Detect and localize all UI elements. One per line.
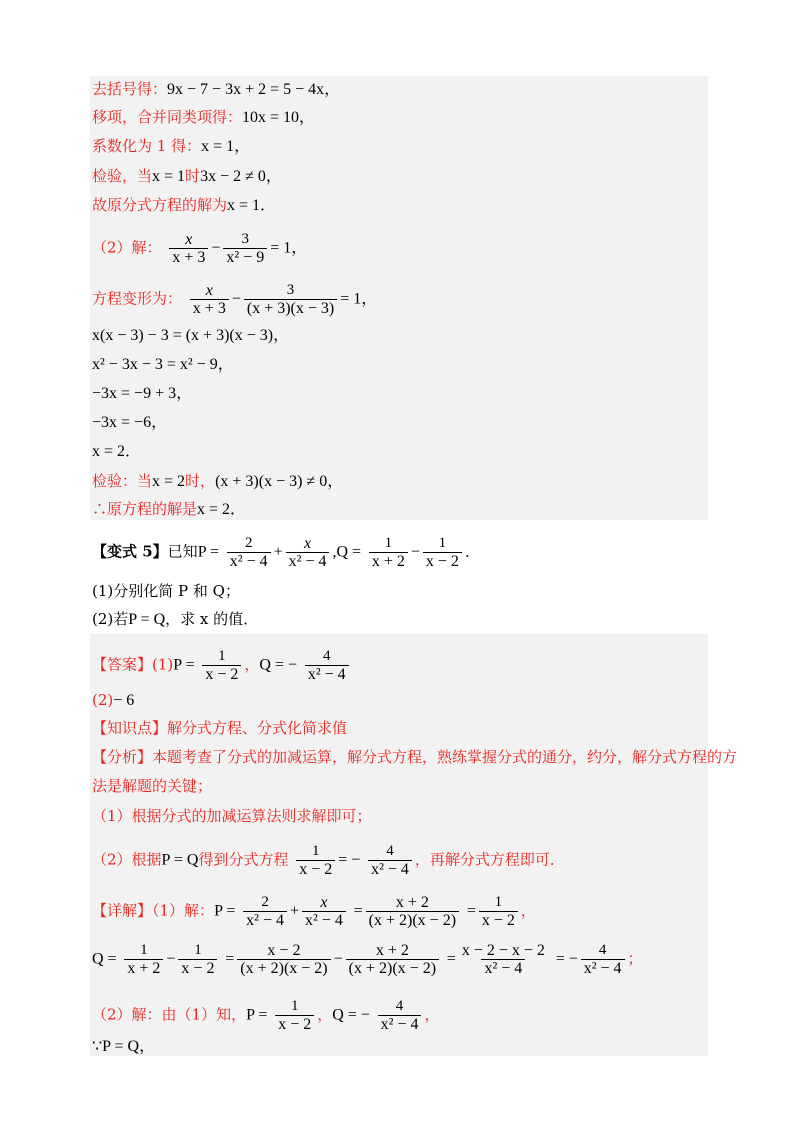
solution-line-6: （2）解： $\frac{x}{x + 3}$ − $\frac{3}{\text{x² − 9}}$ = 1， — [92, 231, 308, 266]
variant-subquestion-2: (2)若P = Q，求 x 的值． — [92, 610, 259, 628]
variant-title: 【变式 5】 — [92, 542, 168, 561]
knowledge-line: 【知识点】解分式方程、分式化简求值 — [92, 719, 348, 737]
solution-line-11: −3x = −6， — [92, 414, 168, 431]
fraction: $\frac{1}{x + 2}$ — [369, 535, 408, 570]
variant-question: 【变式 5】已知P = $\frac{2}{\text{x² − 4}}$ + $\frac{x}{\text{x² − 4}}$ ,Q = $\frac{1}{x + 2}$ − $\frac{1}{x - 2}$ ． — [92, 535, 480, 570]
fraction: $\frac{1}{x - 2}$ — [275, 998, 314, 1033]
fraction: $\frac{x + 2}{(x + 2)(x - 2)}$ — [346, 942, 439, 977]
fraction: $\frac{3}{(x + 3)(x - 3)}$ — [244, 282, 337, 317]
detail-line-4: ∵P = Q， — [92, 1038, 156, 1055]
answer-line-2: (2)− 6 — [92, 691, 135, 709]
fraction: $\frac{4}{\text{x² − 4}}$ — [581, 942, 625, 977]
detail-line-2: Q = $\frac{1}{x + 2}$ − $\frac{1}{x - 2}$ = $\frac{x - 2}{(x + 2)(x - 2)}$ − $\frac{x + 2}{(x + 2)(x - 2)}$ = $\frac{x - 2 - x - 2}{\text{x² − 4}}$ = − $\frac{4}{\text{x² − 4}}$ ； — [92, 942, 643, 977]
solution-line-2: 移项，合并同类项得：10x = 10， — [92, 108, 316, 126]
fraction: $\frac{1}{x - 2}$ — [423, 535, 462, 570]
solution-line-5: 故原分式方程的解为x = 1． — [92, 196, 277, 214]
fraction: $\frac{1}{x - 2}$ — [296, 843, 335, 878]
fraction: $\frac{2}{\text{x² − 4}}$ — [227, 535, 271, 570]
equation: x = 1， — [201, 138, 251, 155]
detail-line-3: （2）解：由（1）知，P = $\frac{1}{x - 2}$ ，Q = − $\frac{4}{\text{x² − 4}}$ ， — [92, 998, 440, 1033]
fraction: $\frac{1}{x + 2}$ — [124, 942, 163, 977]
fraction: $\frac{2}{\text{x² − 4}}$ — [243, 894, 287, 929]
fraction: $\frac{x}{\text{x² − 4}}$ — [302, 894, 346, 929]
fraction: $\frac{x + 2}{(x + 2)(x - 2)}$ — [366, 894, 459, 929]
analysis-point-1: （1）根据分式的加减运算法则求解即可； — [92, 807, 372, 825]
answer-label: 【答案】 — [92, 655, 153, 674]
solution-line-3: 系数化为 1 得：x = 1， — [92, 137, 251, 155]
solution-line-13: 检验：当x = 2时，(x + 3)(x − 3) ≠ 0， — [92, 472, 344, 490]
solution-line-1: 去括号得：9x − 7 − 3x + 2 = 5 − 4x， — [92, 80, 341, 98]
fraction: $\frac{x}{x + 3}$ — [169, 231, 208, 266]
detail-label: 【详解】 — [92, 901, 153, 920]
fraction: $\frac{3}{\text{x² − 9}}$ — [223, 231, 267, 266]
solution-line-7: 方程变形为： $\frac{x}{x + 3}$ − $\frac{3}{(x + 3)(x - 3)}$ = 1， — [92, 282, 378, 317]
fraction: $\frac{4}{\text{x² − 4}}$ — [368, 843, 412, 878]
solution-line-12: x = 2． — [92, 443, 142, 460]
fraction: $\frac{4}{\text{x² − 4}}$ — [305, 648, 349, 683]
fraction: $\frac{1}{x - 2}$ — [178, 942, 217, 977]
solution-line-10: −3x = −9 + 3， — [92, 385, 193, 402]
fraction: $\frac{x}{\text{x² − 4}}$ — [286, 535, 330, 570]
fraction: $\frac{1}{x - 2}$ — [202, 648, 241, 683]
variant-subquestion-1: (1)分别化简 P 和 Q； — [92, 582, 240, 600]
equation: 10x = 10， — [242, 109, 316, 126]
analysis-line-1: 【分析】本题考查了分式的加减运算，解分式方程，熟练掌握分式的通分，约分，解分式方程的方 — [92, 748, 738, 766]
answer-line-1: 【答案】(1)P = $\frac{1}{x - 2}$ ，Q = − $\frac{4}{\text{x² − 4}}$ — [92, 648, 352, 683]
fraction: $\frac{4}{\text{x² − 4}}$ — [378, 998, 422, 1033]
solution-line-4: 检验，当x = 1时3x − 2 ≠ 0， — [92, 167, 282, 185]
solution-line-14: ∴原方程的解是x = 2． — [92, 500, 247, 518]
analysis-point-2: （2）根据P = Q得到分式方程 $\frac{1}{x - 2}$ = − $\frac{4}{\text{x² − 4}}$ ，再解分式方程即可． — [92, 843, 565, 878]
fraction: $\frac{x - 2}{(x + 2)(x - 2)}$ — [237, 942, 330, 977]
fraction: $\frac{x}{x + 3}$ — [190, 282, 229, 317]
solution-line-8: x(x − 3) − 3 = (x + 3)(x − 3)， — [92, 327, 290, 344]
fraction: $\frac{1}{x - 2}$ — [479, 894, 518, 929]
equation: 9x − 7 − 3x + 2 = 5 − 4x， — [167, 81, 341, 98]
fraction: $\frac{x - 2 - x - 2}{\text{x² − 4}}$ — [461, 942, 545, 977]
solution-line-9: x² − 3x − 3 = x² − 9， — [92, 356, 234, 373]
detail-line-1: 【详解】（1）解：P = $\frac{2}{\text{x² − 4}}$ + $\frac{x}{\text{x² − 4}}$ = $\frac{x + 2}{(x + 2)(x - 2)}$ = $\frac{1}{x - 2}$ ， — [92, 894, 536, 929]
analysis-line-2: 法是解题的关键； — [92, 777, 213, 795]
